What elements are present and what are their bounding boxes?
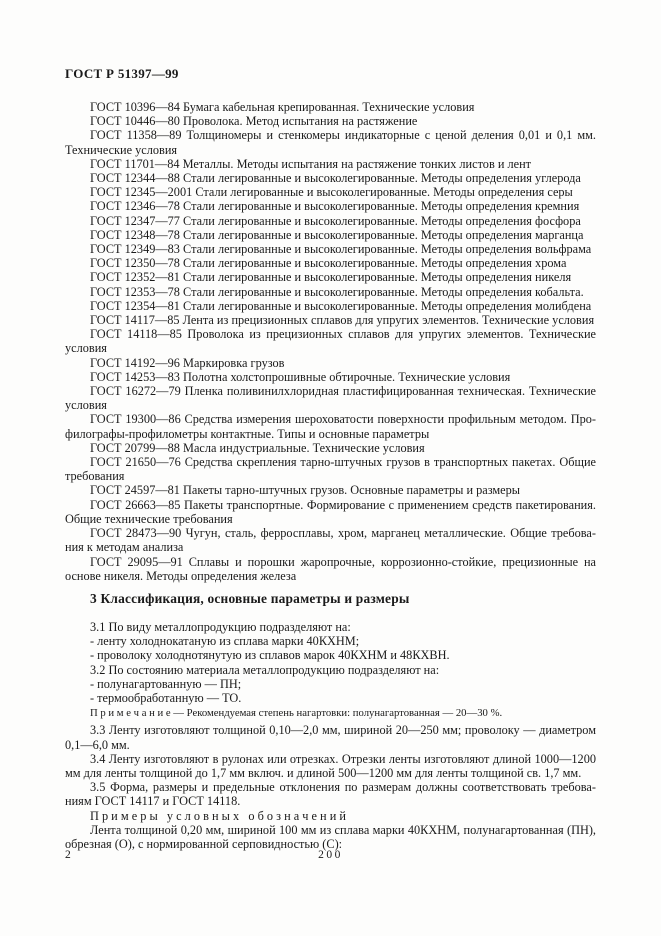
body-paragraph: - проволоку холоднотянутую из сплавов марок 40КХНМ и 48КХВН. <box>90 648 450 663</box>
gost-reference-entry: ГОСТ 20799—88 Масла индустриальные. Технические условия <box>90 440 425 455</box>
gost-reference-entry: ГОСТ 12347—77 Стали легированные и высоколегированные. Методы определения фосфора <box>90 213 581 228</box>
gost-reference-entry: ГОСТ 12344—88 Стали легированные и высоколегированные. Методы определения углерода <box>90 171 581 186</box>
gost-reference-entry: ГОСТ 16272—79 Пленка поливинилхлоридная пластифицированная техническая. Технические условия <box>65 384 596 413</box>
section-heading: 3 Классификация, основные параметры и размеры <box>90 590 410 606</box>
body-paragraph: Лента толщиной 0,20 мм, шириной 100 мм из сплава марки 40КХНМ, полунагартованная (ПН), обрезная (О), с нормированной серповидностью (С): <box>65 822 596 851</box>
body-paragraph: 3.3 Ленту изготовляют толщиной 0,10—2,0 мм, шириной 20—250 мм; проволоку — диаметром 0,1—6,0 мм. <box>65 723 596 752</box>
body-paragraph: - ленту холоднокатаную из сплава марки 40КХНМ; <box>90 634 360 649</box>
page-header-standard-number: ГОСТ Р 51397—99 <box>65 66 179 81</box>
gost-reference-entry: ГОСТ 28473—90 Чугун, сталь, ферросплавы, хром, марганец металлические. Общие требования к методам анализа <box>65 526 596 555</box>
gost-reference-entry: ГОСТ 12349—83 Стали легированные и высоколегированные. Методы определения вольфрама <box>90 242 592 257</box>
body-paragraph: - термообработанную — ТО. <box>90 690 242 705</box>
gost-reference-entry: ГОСТ 14117—85 Лента из прецизионных сплавов для упругих элементов. Технические условия <box>90 313 595 328</box>
document-content <box>65 66 596 851</box>
gost-reference-entry: ГОСТ 14192—96 Маркировка грузов <box>90 355 285 370</box>
gost-reference-entry: ГОСТ 12353—78 Стали легированные и высоколегированные. Методы определения кобальта. <box>90 284 584 299</box>
gost-reference-entry: ГОСТ 11358—89 Толщиномеры и стенкомеры индикаторные с ценой деления 0,01 и 0,1 мм. Технические условия <box>65 128 596 157</box>
footer-center-number: 200 <box>318 849 343 861</box>
body-paragraph: - полунагартованную — ПН; <box>90 676 242 691</box>
gost-reference-entry: ГОСТ 24597—81 Пакеты тарно-штучных грузов. Основные параметры и размеры <box>90 483 521 498</box>
gost-reference-entry: ГОСТ 12352—81 Стали легированные и высоколегированные. Методы определения никеля <box>90 270 572 285</box>
gost-reference-entry: ГОСТ 10446—80 Проволока. Метод испытания на растяжение <box>90 114 418 129</box>
examples-heading: П р и м е р ы у с л о в н ы х о б о з н а ч е н и й <box>90 808 346 823</box>
gost-reference-entry: ГОСТ 11701—84 Металлы. Методы испытания на растяжение тонких листов и лент <box>90 156 532 171</box>
body-paragraph: 3.4 Ленту изготовляют в рулонах или отрезках. Отрезки ленты изготовляют длиной 1000—1200 мм для ленты толщиной до 1,7 мм включ. и длиной 500—1200 мм для ленты толщиной св. 1,7 мм. <box>65 751 596 780</box>
note-line: П р и м е ч а н и е — Рекомендуемая степень нагартовки: полунагартованная — 20—30 %. <box>90 707 503 720</box>
gost-reference-entry: ГОСТ 19300—86 Средства измерения шероховатости поверхности профильным методом. Профилографы-профилометры контактные. Типы и основные параметры <box>65 412 596 441</box>
gost-reference-entry: ГОСТ 12354—81 Стали легированные и высоколегированные. Методы определения молибдена <box>90 298 592 313</box>
gost-reference-entry: ГОСТ 12346—78 Стали легированные и высоколегированные. Методы определения кремния <box>90 199 580 214</box>
gost-reference-entry: ГОСТ 26663—85 Пакеты транспортные. Формирование с применением средств пакетирования. Общие технические требования <box>65 497 596 526</box>
gost-reference-entry: ГОСТ 21650—76 Средства скрепления тарно-штучных грузов в транспортных пакетах. Общие требования <box>65 455 596 484</box>
gost-reference-entry: ГОСТ 12348—78 Стали легированные и высоколегированные. Методы определения марганца <box>90 227 584 242</box>
gost-reference-entry: ГОСТ 29095—91 Сплавы и порошки жаропрочные, коррозионно-стойкие, прецизионные на основе никеля. Методы определения железа <box>65 554 596 583</box>
gost-reference-entry: ГОСТ 12350—78 Стали легированные и высоколегированные. Методы определения хрома <box>90 256 567 271</box>
body-paragraph: 3.5 Форма, размеры и предельные отклонения по размерам должны соответствовать требованиям ГОСТ 14117 и ГОСТ 14118. <box>65 780 596 809</box>
gost-reference-entry: ГОСТ 10396—84 Бумага кабельная крепированная. Технические условия <box>90 100 475 114</box>
page-number: 2 <box>65 849 71 861</box>
gost-reference-entry: ГОСТ 12345—2001 Стали легированные и высоколегированные. Методы определения серы <box>90 185 573 200</box>
page-footer <box>65 848 596 864</box>
body-paragraph: 3.2 По состоянию материала металлопродукцию подразделяют на: <box>90 662 440 677</box>
gost-reference-entry: ГОСТ 14118—85 Проволока из прецизионных сплавов для упругих элементов. Технические условия <box>65 327 596 356</box>
document-body <box>65 100 596 851</box>
gost-reference-entry: ГОСТ 14253—83 Полотна холстопрошивные обтирочные. Технические условия <box>90 369 511 384</box>
body-paragraph: 3.1 По виду металлопродукцию подразделяют на: <box>90 619 351 634</box>
